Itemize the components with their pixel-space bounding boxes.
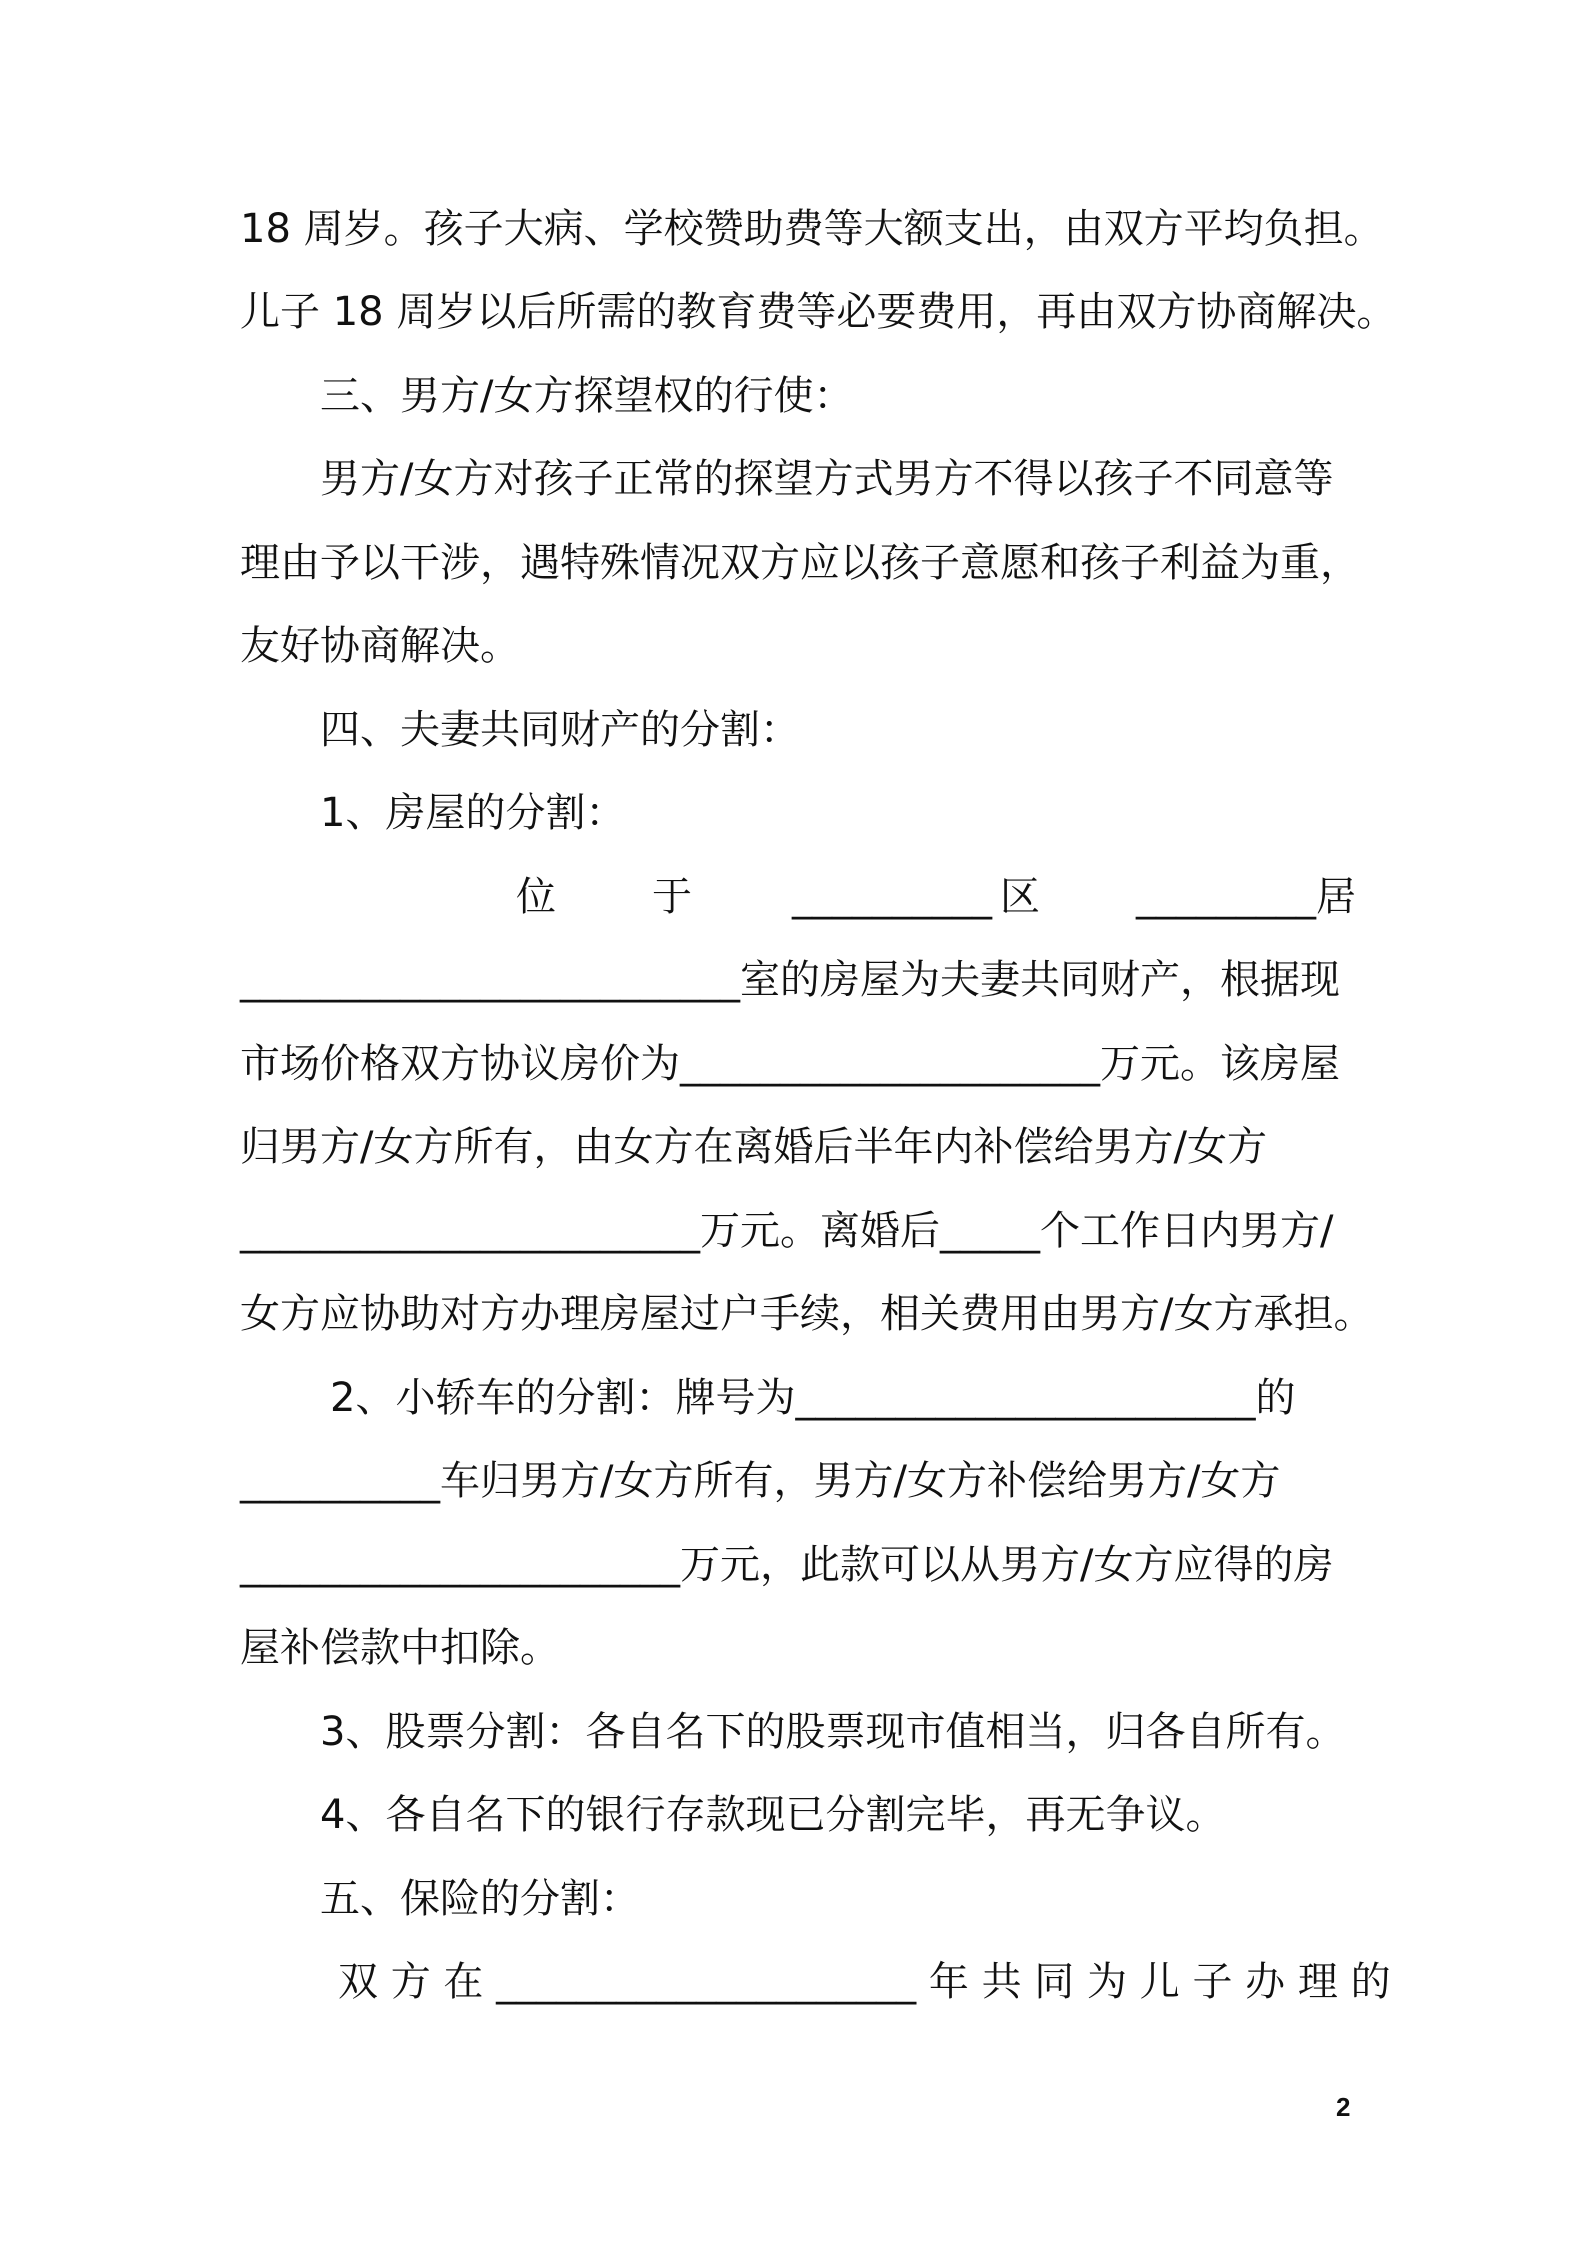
text-line: 女方应协助对方办理房屋过户手续，相关费用由男方/女方承担。 [240, 1291, 1374, 1337]
page-number: 2 [1336, 2092, 1351, 2122]
text-line [240, 1455, 1360, 1507]
text-fragment: 位 [516, 874, 556, 920]
text-fragment: 万元。离婚后 [700, 1208, 940, 1254]
blank-field: __________ [240, 1458, 440, 1504]
text-line [338, 1956, 1391, 2008]
text-line: 儿子 18 周岁以后所需的教育费等必要费用，再由双方协商解决。 [240, 289, 1397, 335]
blank-field: __________ [792, 874, 992, 920]
blank-field: _____ [940, 1208, 1040, 1254]
text-line [240, 1038, 1360, 1090]
subsection-heading [330, 1372, 1370, 1424]
text-fragment: 万元。该房屋 [1100, 1041, 1340, 1087]
section-heading: 五、保险的分割： [320, 1876, 640, 1922]
text-line: 理由予以干涉，遇特殊情况双方应以孩子意愿和孩子利益为重， [240, 540, 1360, 586]
text-fragment: 年 共 同 为 儿 子 办 理 的 [928, 1959, 1391, 2005]
text-fragment: 室的房屋为夫妻共同财产，根据现 [740, 957, 1340, 1003]
subsection-heading: 3、股票分割：各自名下的股票现市值相当，归各自所有。 [320, 1709, 1346, 1755]
text-line: 归男方/女方所有，由女方在离婚后半年内补偿给男方/女方 [240, 1124, 1267, 1170]
text-line: 屋补偿款中扣除。 [240, 1625, 560, 1671]
text-line [240, 954, 1360, 1006]
blank-field: _________ [1136, 874, 1316, 920]
text-fragment: 市场价格双方协议房价为 [240, 1041, 680, 1087]
blank-field: _____________________ [496, 1959, 917, 2005]
house-location-line [240, 871, 1355, 923]
blank-field: _________________________ [240, 957, 740, 1003]
subsection-heading: 4、各自名下的银行存款现已分割完毕，再无争议。 [320, 1792, 1226, 1838]
text-fragment: 个工作日内男方/ [1040, 1208, 1334, 1254]
blank-field: _______________________ [240, 1208, 700, 1254]
blank-field: _______________________ [795, 1375, 1256, 1421]
text-fragment: 双 方 在 [338, 1959, 484, 2005]
text-line: 友好协商解决。 [240, 623, 520, 669]
section-heading: 三、男方/女方探望权的行使： [320, 373, 854, 419]
text-fragment: 于 [652, 874, 692, 920]
blank-field: _____________________ [680, 1041, 1100, 1087]
blank-field: ______________________ [240, 1542, 680, 1588]
text-line: 18 周岁。孩子大病、学校赞助费等大额支出，由双方平均负担。 [240, 206, 1384, 252]
text-fragment: 区 [1000, 874, 1040, 920]
subsection-heading: 1、房屋的分割： [320, 790, 626, 836]
text-fragment: 2、小轿车的分割：牌号为 [330, 1375, 796, 1421]
section-heading: 四、夫妻共同财产的分割： [320, 707, 800, 753]
text-fragment: 万元，此款可以从男方/女方应得的房 [680, 1542, 1334, 1588]
text-line [240, 1205, 1360, 1257]
text-line [240, 1539, 1360, 1591]
text-fragment: 的 [1255, 1375, 1296, 1421]
text-fragment: 居 [1316, 874, 1356, 920]
text-line: 男方/女方对孩子正常的探望方式男方不得以孩子不同意等 [320, 456, 1334, 502]
text-fragment: 车归男方/女方所有，男方/女方补偿给男方/女方 [440, 1458, 1281, 1504]
